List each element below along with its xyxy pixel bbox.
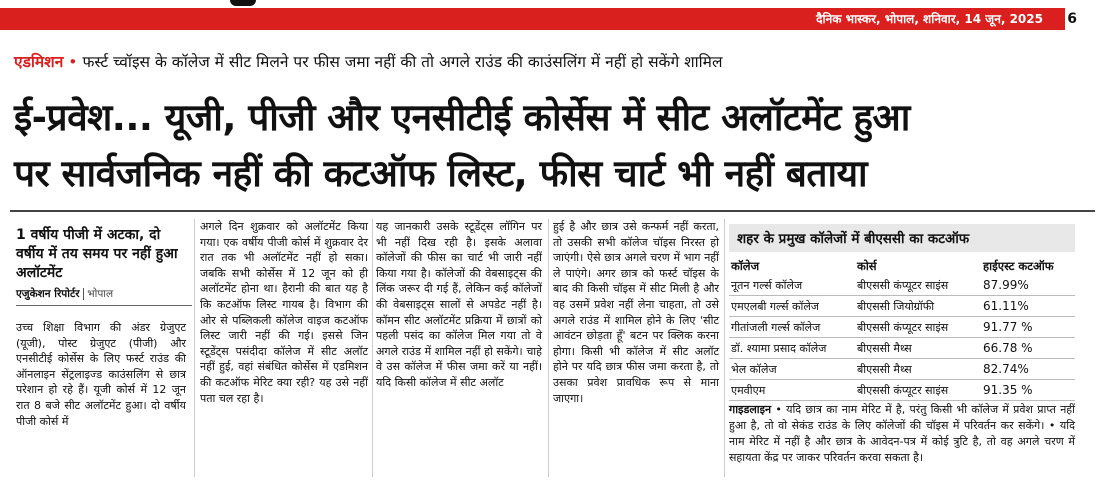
cutoff-cell: 87.99% [981, 275, 1075, 296]
byline-author: एजुकेशन रिपोर्टर [16, 288, 80, 300]
cutoff-cell: 66.78 % [981, 338, 1075, 359]
headline-line-2: पर सार्वजनिक नहीं की कटऑफ लिस्ट, फीस चार्ट भी नहीं बताया [14, 152, 868, 195]
page-number: 6 [1067, 11, 1077, 27]
guideline-label: गाइडलाइन [729, 403, 772, 416]
column-header: कॉलेज [731, 259, 760, 273]
article-text: अगले दिन शुक्रवार को अलॉटमेंट किया गया। एक वर्षीय पीजी कोर्स में शुक्रवार देर रात तक भी अलॉटमेंट नहीं हो सका। जबकि सभी कोर्सेस में 12 जून को ही अलॉटमेंट होना था। हैरानी की बात यह है कि कटऑफ लिस्ट गायब है। विभाग की ओर से पब्लिकली कॉलेज वाइज कटऑफ लिस्ट जारी नहीं की गई। इससे जिन स्टूडेंट्स पसंदीदा कॉलेज में सीट अलॉट नहीं हुई, वहां संबंधित कोर्सेस में एडमिशन की कटऑफ मेरिट क्या रही? यह उसे नहीं पता चल रहा है। [200, 220, 368, 405]
article-column-4 [553, 219, 719, 406]
cutoff-cell: 91.77 % [981, 317, 1075, 338]
course-cell: बीएससी जियोग्रॉफी [855, 296, 981, 317]
college-cell: एमएलबी गर्ल्स कॉलेज [729, 296, 855, 317]
guideline-text: • यदि छात्र का नाम मेरिट में है, परंतु किसी भी कॉलेज में प्रवेश प्राप्त नहीं हुआ है, तो वो सेकंड राउंड के लिए कॉलेजों की चॉइस में परिवर्तन कर सकेंगे। • यदि नाम मेरिट में नहीं है और छात्र के आवेदन-पत्र में कोई त्रुटि है, तो वह अगले चरण में सहायता केंद्र पर जाकर परिवर्तन करवा सकता है। [729, 403, 1075, 464]
table-header-row [729, 258, 1075, 275]
course-cell: बीएससी मैथ्स [855, 359, 981, 380]
decorative-mark [230, 0, 256, 6]
cutoff-table [729, 258, 1075, 401]
kicker [14, 50, 722, 72]
headline-line-1: ई-प्रवेश... यूजी, पीजी और एनसीटीई कोर्सेस में सीट अलॉटमेंट हुआ [14, 96, 910, 139]
divider [16, 305, 192, 306]
column-header: हाईएस्ट कटऑफ [983, 259, 1054, 273]
cutoff-box-title: शहर के प्रमुख कॉलेजों में बीएससी का कटऑफ [729, 224, 1075, 252]
article-text: यह जानकारी उसके स्टूडेंट्स लॉगिन पर भी नहीं दिख रही है। इसके अलावा कॉलेजों की फीस का चार्ट भी जारी नहीं किया गया है। कॉलेजों की वेबसाइट्स की लिंक जरूर दी गई हैं, लेकिन कई कॉलेजों की वेबसाइट्स सालों से अपडेट नहीं है। कॉमन सीट अलॉटमेंट प्रक्रिया में छात्रों को पहली पसंद का कॉलेज मिल गया तो वे अगले राउंड में शामिल नहीं हो सकेंगे। चाहे वे उस कॉलेज में फीस जमा करें या नहीं। यदि किसी कॉलेज में सीट अलॉट [376, 220, 542, 389]
kicker-tag: एडमिशन [14, 53, 64, 71]
table-row [729, 380, 1075, 401]
column-divider [724, 219, 725, 477]
college-cell: गीतांजली गर्ल्स कॉलेज [729, 317, 855, 338]
headline [14, 90, 1094, 202]
masthead-bar [0, 0, 1105, 34]
course-cell: बीएससी कंप्यूटर साइंस [855, 380, 981, 401]
guideline-note [729, 402, 1075, 466]
cutoff-box [729, 224, 1075, 401]
cutoff-cell: 82.74% [981, 359, 1075, 380]
column-divider [194, 219, 195, 477]
byline-location: भोपाल [83, 288, 113, 300]
cutoff-cell: 61.11% [981, 296, 1075, 317]
article-text: हुई है और छात्र उसे कन्फर्म नहीं करता, तो उसकी सभी कॉलेज चॉइस निरस्त हो जाएंगी। ऐसे छात्र अगले चरण में भाग नहीं ले पाएंगे। अगर छात्र को फर्स्ट चॉइस के बाद की किसी चॉइस में सीट मिली है और वह उसमें प्रवेश नहीं लेना चाहता, तो उसे अगले राउंड में शामिल होने के लिए 'सीट आवंटन छोड़ता हूँ' बटन पर क्लिक करना होगा। किसी भी कॉलेज में सीट अलॉट होने पर यदि छात्र फीस जमा करता है, तो उसका प्रवेश प्रावधिक रूप से माना जाएगा। [553, 220, 719, 405]
table-row [729, 359, 1075, 380]
article-text: उच्च शिक्षा विभाग की अंडर ग्रेजुएट (यूजी), पोस्ट ग्रेजुएट (पीजी) और एनसीटीई कोर्सेस के लिए फर्स्ट राउंड की ऑनलाइन सेंट्रलाइज्ड काउंसलिंग से छात्र परेशान हो रहे हैं। यूजी कोर्स में 12 जून रात 8 बजे सीट अलॉटमेंट हुआ। दो वर्षीय पीजी कोर्स में [16, 321, 186, 428]
college-cell: भेल कॉलेज [729, 359, 855, 380]
table-row [729, 317, 1075, 338]
kicker-text: फर्स्ट च्वॉइस के कॉलेज में सीट मिलने पर फीस जमा नहीं की तो अगले राउंड की काउंसलिंग में नहीं हो सकेंगे शामिल [82, 53, 723, 71]
table-row [729, 275, 1075, 296]
subhead: 1 वर्षीय पीजी में अटका, दो वर्षीय में तय समय पर नहीं हुआ अलॉटमेंट [16, 227, 178, 281]
sidebar [16, 226, 192, 306]
cutoff-cell: 91.35 % [981, 380, 1075, 401]
course-cell: बीएससी कंप्यूटर साइंस [855, 317, 981, 338]
article-column-2 [200, 219, 368, 406]
byline [16, 287, 192, 301]
table-row [729, 296, 1075, 317]
column-divider [548, 219, 549, 477]
divider [10, 210, 1095, 212]
masthead-text: दैनिक भास्कर, भोपाल, शनिवार, 14 जून, 2025 [816, 12, 1043, 26]
college-cell: नूतन गर्ल्स कॉलेज [729, 275, 855, 296]
course-cell: बीएससी मैथ्स [855, 338, 981, 359]
table-row [729, 338, 1075, 359]
college-cell: डॉ. श्यामा प्रसाद कॉलेज [729, 338, 855, 359]
article-column-3 [376, 219, 542, 391]
college-cell: एमवीएम [729, 380, 855, 401]
column-divider [372, 219, 373, 477]
bullet-icon: • [68, 53, 78, 71]
course-cell: बीएससी कंप्यूटर साइंस [855, 275, 981, 296]
article-column-1 [16, 320, 186, 429]
column-header: कोर्स [857, 259, 877, 273]
